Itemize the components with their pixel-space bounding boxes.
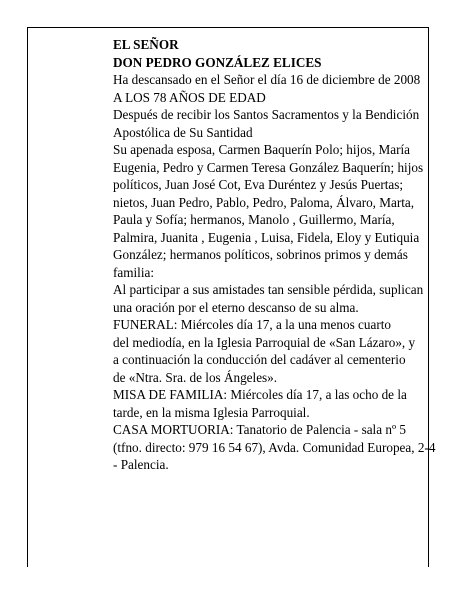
- sacraments-text: Después de recibir los Santos Sacramentos y la Bendición Apostólica de Su Santidad: [113, 107, 420, 140]
- family-mass-text: MISA DE FAMILIA: Miércoles día 17, a las ocho de la tarde, en la misma Iglesia Parroquial.: [113, 387, 407, 420]
- funeral-line: FUNERAL: Miércoles día 17, a la una menos cuarto: [113, 317, 391, 332]
- rest-date-text: Ha descansado en el Señor el día 16 de diciembre de 2008: [113, 72, 421, 87]
- age-text: A LOS 78 AÑOS DE EDAD: [113, 89, 266, 105]
- request-text: Al participar a sus amistades tan sensible pérdida, suplican una oración por el eterno descanso de su alma.: [113, 282, 424, 315]
- funeral-text: [113, 316, 437, 386]
- obituary-notice: [113, 36, 437, 474]
- funeral-line: a continuación la conducción del cadáver al cementerio: [113, 352, 406, 367]
- funeral-line: de «Ntra. Sra. de los Ángeles».: [113, 369, 278, 385]
- deceased-name: DON PEDRO GONZÁLEZ ELICES: [113, 54, 322, 70]
- family-text: Su apenada esposa, Carmen Baquerín Polo; hijos, María Eugenia, Pedro y Carmen Teresa González Baquerín; hijos políticos, Juan José Cot, Eva Duréntez y Jesús Puertas; nietos, Juan Pedro, Pablo, Pedro, Paloma, Álvaro, Marta, Paula y Sofía; hermanos, Manolo , Guillermo, María, Palmira, Juanita , Eugenia , Luisa, Fidela, Eloy y Eutiquia González; hermanos políticos, sobrinos primos y demás familia:: [113, 142, 424, 280]
- deceased-title: EL SEÑOR: [113, 37, 179, 52]
- funeral-home-text: CASA MORTUORIA: Tanatorio de Palencia - sala nº 5 (tfno. directo: 979 16 54 67), Avda. Comunidad Europea, 2-4 - Palencia.: [113, 422, 436, 472]
- funeral-line: del mediodía, en la Iglesia Parroquial de «San Lázaro», y: [113, 334, 416, 350]
